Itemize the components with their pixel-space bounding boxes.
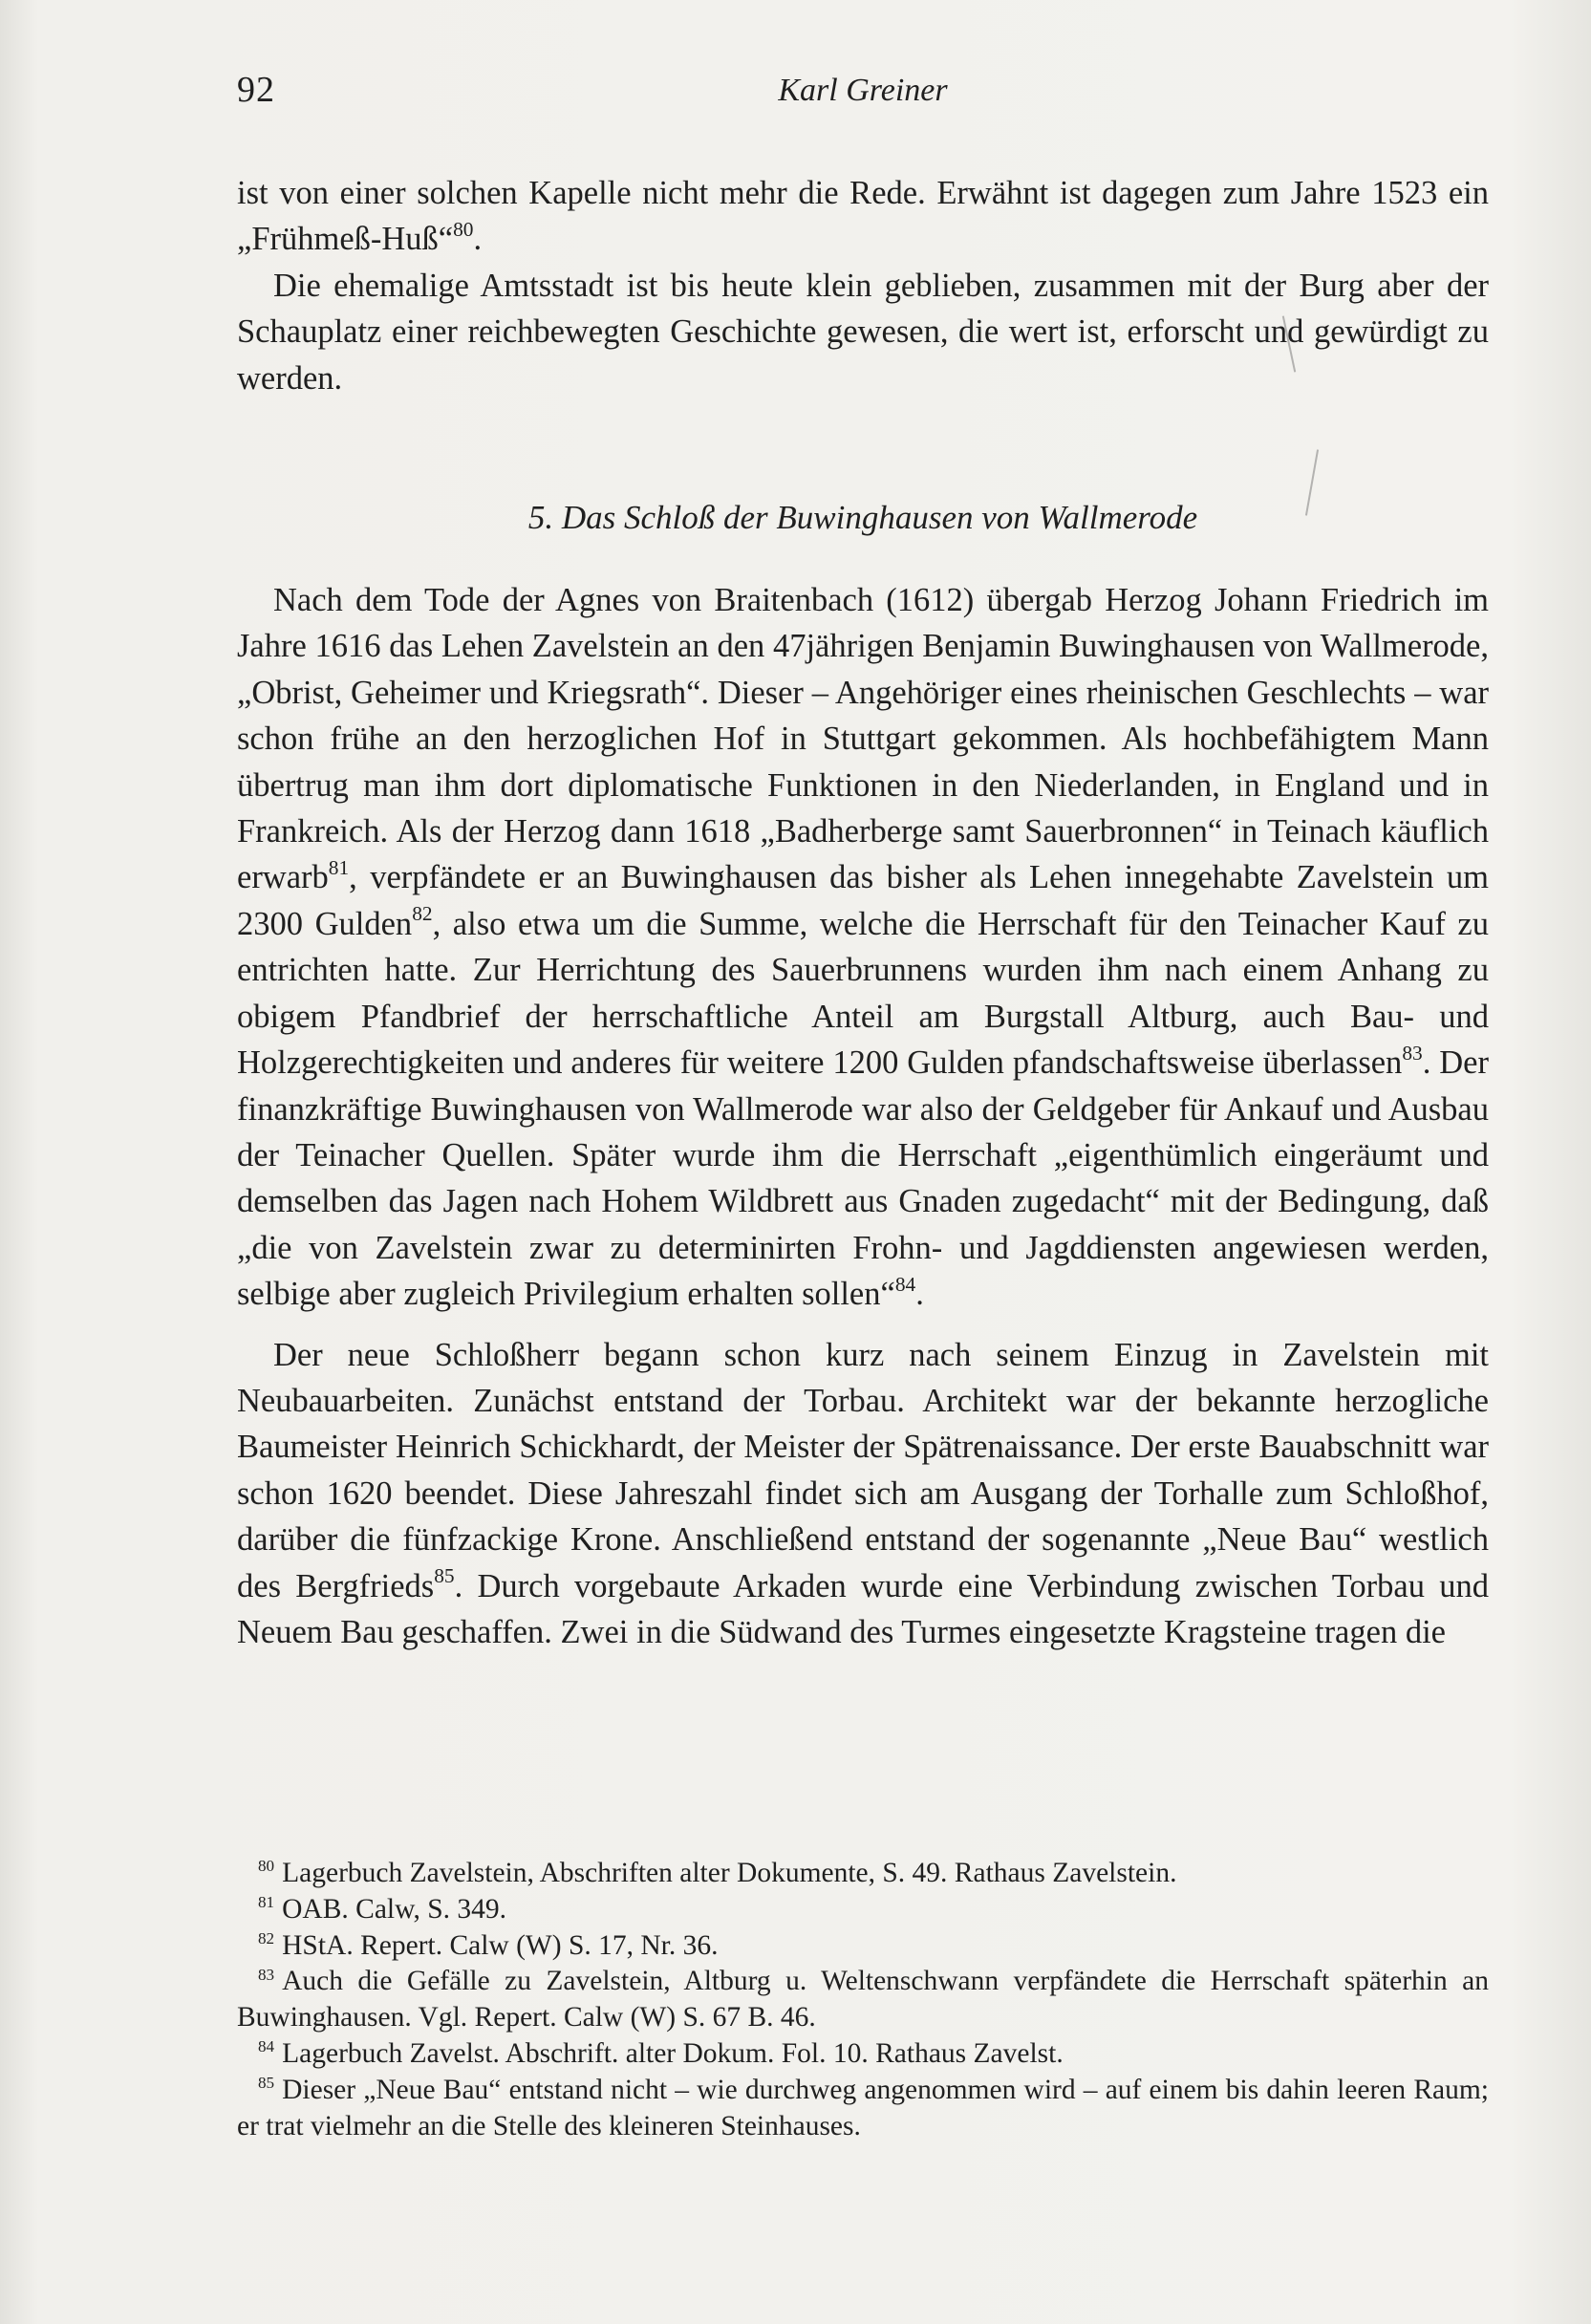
footnote [237, 1928, 1489, 1965]
footnote-ref: 80 [453, 217, 474, 241]
footnote-number: 84 [258, 2037, 275, 2056]
footnotes [237, 1856, 1489, 2144]
text-run: ist von einer solchen Kapelle nicht mehr die Rede. Erwähnt ist dagegen zum Jahre 1523 ein „Frühmeß-Huß“ [237, 175, 1489, 258]
paragraph [237, 170, 1489, 263]
footnote-text: Lagerbuch Zavelstein, Abschriften alter Dokumente, S. 49. Rathaus Zavelstein. [282, 1858, 1177, 1888]
footnote-number: 83 [258, 1965, 275, 1984]
footnote [237, 2073, 1489, 2145]
footnote-number: 81 [258, 1892, 275, 1911]
footnote-ref: 85 [434, 1564, 455, 1588]
page-header [237, 69, 1489, 126]
footnote-number: 82 [258, 1928, 275, 1947]
text-run: . [915, 1276, 924, 1313]
footnote-number: 85 [258, 2073, 275, 2092]
text-run: Nach dem Tode der Agnes von Braitenbach (1612) übergab Herzog Johann Friedrich im Jahre 1616 das Lehen Zavelstein an den 47jährigen Benjamin Buwinghausen von Wallmerode, „Obrist, Geheimer und Kriegsrath“. Dieser – Angehöriger eines rheinischen Geschlechts – war schon frühe an den herzoglichen Hof in Stuttgart gekommen. Als hochbefähigtem Mann übertrug man ihm dort diplomatische Funktionen in den Niederlanden, in England und in Frankreich. Als der Herzog dann 1618 „Badherberge samt Sauerbronnen“ in Teinach käuflich erwarb [237, 582, 1489, 896]
footnote-ref: 82 [412, 902, 433, 926]
footnote [237, 1856, 1489, 1892]
text-run: Der neue Schloßherr begann schon kurz nach seinem Einzug in Zavelstein mit Neubauarbeiten. Zunächst entstand der Torbau. Architekt war der bekannte herzogliche Baumeister Heinrich Schickhardt, der Meister der Spätrenaissance. Der erste Bauabschnitt war schon 1620 beendet. Diese Jahreszahl findet sich am Ausgang der Torhalle zum Schloßhof, darüber die fünfzackige Krone. Anschließend entstand der sogenannte „Neue Bau“ westlich des Bergfrieds [237, 1336, 1489, 1604]
text-run: , verpfändete er an Buwinghausen das bisher als Lehen innegehabte Zavelstein um 2300 Gulden [237, 859, 1489, 942]
footnote-ref: 83 [1402, 1041, 1423, 1065]
paragraph [237, 577, 1489, 1318]
footnote-text: Lagerbuch Zavelst. Abschrift. alter Dokum. Fol. 10. Rathaus Zavelst. [282, 2037, 1064, 2069]
footnote-ref: 84 [894, 1272, 916, 1296]
page-number: 92 [237, 70, 275, 110]
footnote [237, 2036, 1489, 2073]
footnote-text: HStA. Repert. Calw (W) S. 17, Nr. 36. [282, 1929, 719, 1961]
footnote-text: Auch die Gefälle zu Zavelstein, Altburg u. Weltenschwann verpfändete die Herrschaft späterhin an Buwinghausen. Vgl. Repert. Calw (W) S. 67 B. 46. [237, 1966, 1489, 2034]
footnote-ref: 81 [328, 855, 350, 879]
footnote-number: 80 [258, 1857, 275, 1876]
text-run: . Der finanzkräftige Buwinghausen von Wallmerode war also der Geldgeber für Ankauf und Ausbau der Teinacher Quellen. Später wurde ihm die Herrschaft „eigenthümlich eingeräumt und demselben das Jagen nach Hohem Wildbrett aus Gnaden zugedacht“ mit der Bedingung, daß „die von Zavelstein zwar zu determinirten Frohn- und Jagddiensten angewiesen werden, selbige aber zugleich Privilegium erhalten sollen“ [237, 1044, 1489, 1313]
footnote-text: Dieser „Neue Bau“ entstand nicht – wie durchweg angenommen wird – auf einem bis dahin leeren Raum; er trat vielmehr an die Stelle des kleineren Steinhauses. [237, 2074, 1489, 2141]
main-text [237, 170, 1489, 1655]
paragraph: Die ehemalige Amtsstadt ist bis heute klein geblieben, zusammen mit der Burg aber der Schauplatz einer reichbewegten Geschichte gewesen, die wert ist, erforscht und gewürdigt zu werden. [237, 267, 1489, 397]
text-run: . Durch vorgebaute Arkaden wurde eine Verbindung zwischen Torbau und Neuem Bau geschaffen. Zwei in die Südwand des Turmes eingesetzte Kragsteine tragen die [237, 1567, 1489, 1650]
running-head: Karl Greiner [778, 73, 948, 108]
footnote-text: OAB. Calw, S. 349. [282, 1893, 507, 1925]
text-run: . [473, 221, 483, 258]
text-run: , also etwa um die Summe, welche die Herrschaft für den Teinacher Kauf zu entrichten hatte. Zur Herrichtung des Sauerbrunnens wurden ihm nach einem Anhang zu obigem Pfandbrief der herrschaftliche Anteil am Burgstall Altburg, auch Bau- und Holzgerechtigkeiten und anderes für weitere 1200 Gulden pfandschaftsweise überlassen [237, 905, 1489, 1082]
footnote [237, 1964, 1489, 2036]
footnote [237, 1892, 1489, 1928]
paragraph [237, 1332, 1489, 1656]
section-heading: 5. Das Schloß der Buwinghausen von Wallmerode [527, 499, 1198, 537]
